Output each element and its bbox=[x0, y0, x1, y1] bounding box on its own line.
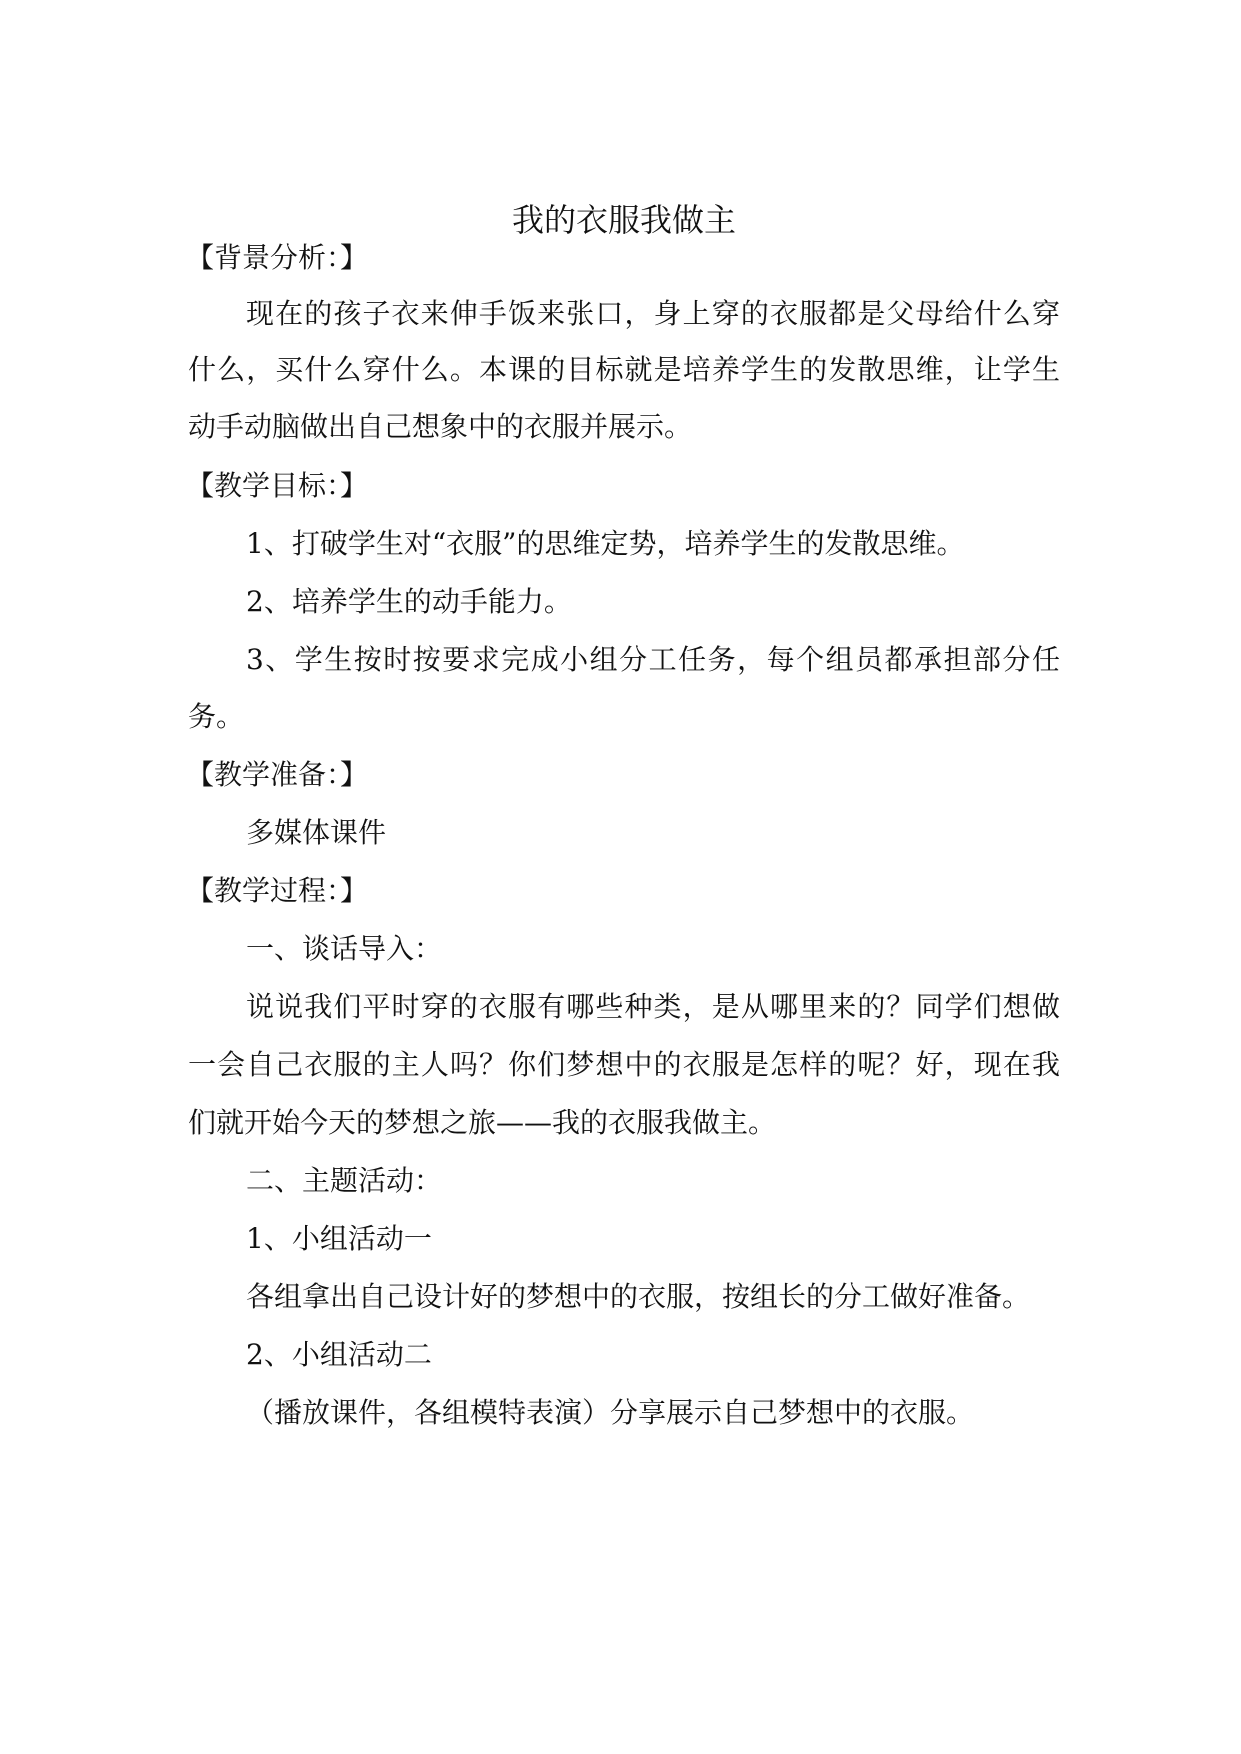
section-heading-background: 【背景分析：】 bbox=[186, 241, 369, 274]
process-part2-title: 二、主题活动： bbox=[246, 1164, 443, 1197]
activity2-text: （播放课件，各组模特表演）分享展示自己梦想中的衣服。 bbox=[246, 1396, 975, 1429]
paragraph-line: 什么，买什么穿什么。本课的目标就是培养学生的发散思维，让学生 bbox=[188, 353, 1060, 386]
section-heading-goals: 【教学目标：】 bbox=[186, 469, 369, 502]
goal-item: 2、培养学生的动手能力。 bbox=[246, 585, 572, 618]
paragraph-line: 现在的孩子衣来伸手饭来张口，身上穿的衣服都是父母给什么穿 bbox=[246, 297, 1060, 330]
activity1-text: 各组拿出自己设计好的梦想中的衣服，按组长的分工做好准备。 bbox=[246, 1280, 1031, 1313]
section-heading-prep: 【教学准备：】 bbox=[186, 758, 369, 791]
goal-item-continued: 务。 bbox=[188, 700, 245, 733]
document-page bbox=[188, 0, 1060, 1754]
paragraph-line: 一会自己衣服的主人吗？你们梦想中的衣服是怎样的呢？好，现在我 bbox=[188, 1048, 1060, 1081]
activity1-title: 1、小组活动一 bbox=[246, 1222, 432, 1255]
goal-item: 1、打破学生对“衣服”的思维定势，培养学生的发散思维。 bbox=[246, 527, 965, 560]
activity2-title: 2、小组活动二 bbox=[246, 1338, 432, 1371]
goal-item: 3、学生按时按要求完成小组分工任务，每个组员都承担部分任 bbox=[246, 643, 1060, 676]
section-heading-process: 【教学过程：】 bbox=[186, 874, 369, 907]
paragraph-line: 说说我们平时穿的衣服有哪些种类，是从哪里来的？同学们想做 bbox=[246, 990, 1060, 1023]
prep-text: 多媒体课件 bbox=[246, 816, 387, 849]
paragraph-line: 们就开始今天的梦想之旅——我的衣服我做主。 bbox=[188, 1106, 777, 1139]
paragraph-line: 动手动脑做出自己想象中的衣服并展示。 bbox=[188, 410, 693, 443]
process-part1-title: 一、谈话导入： bbox=[246, 932, 443, 965]
document-title: 我的衣服我做主 bbox=[511, 201, 736, 239]
